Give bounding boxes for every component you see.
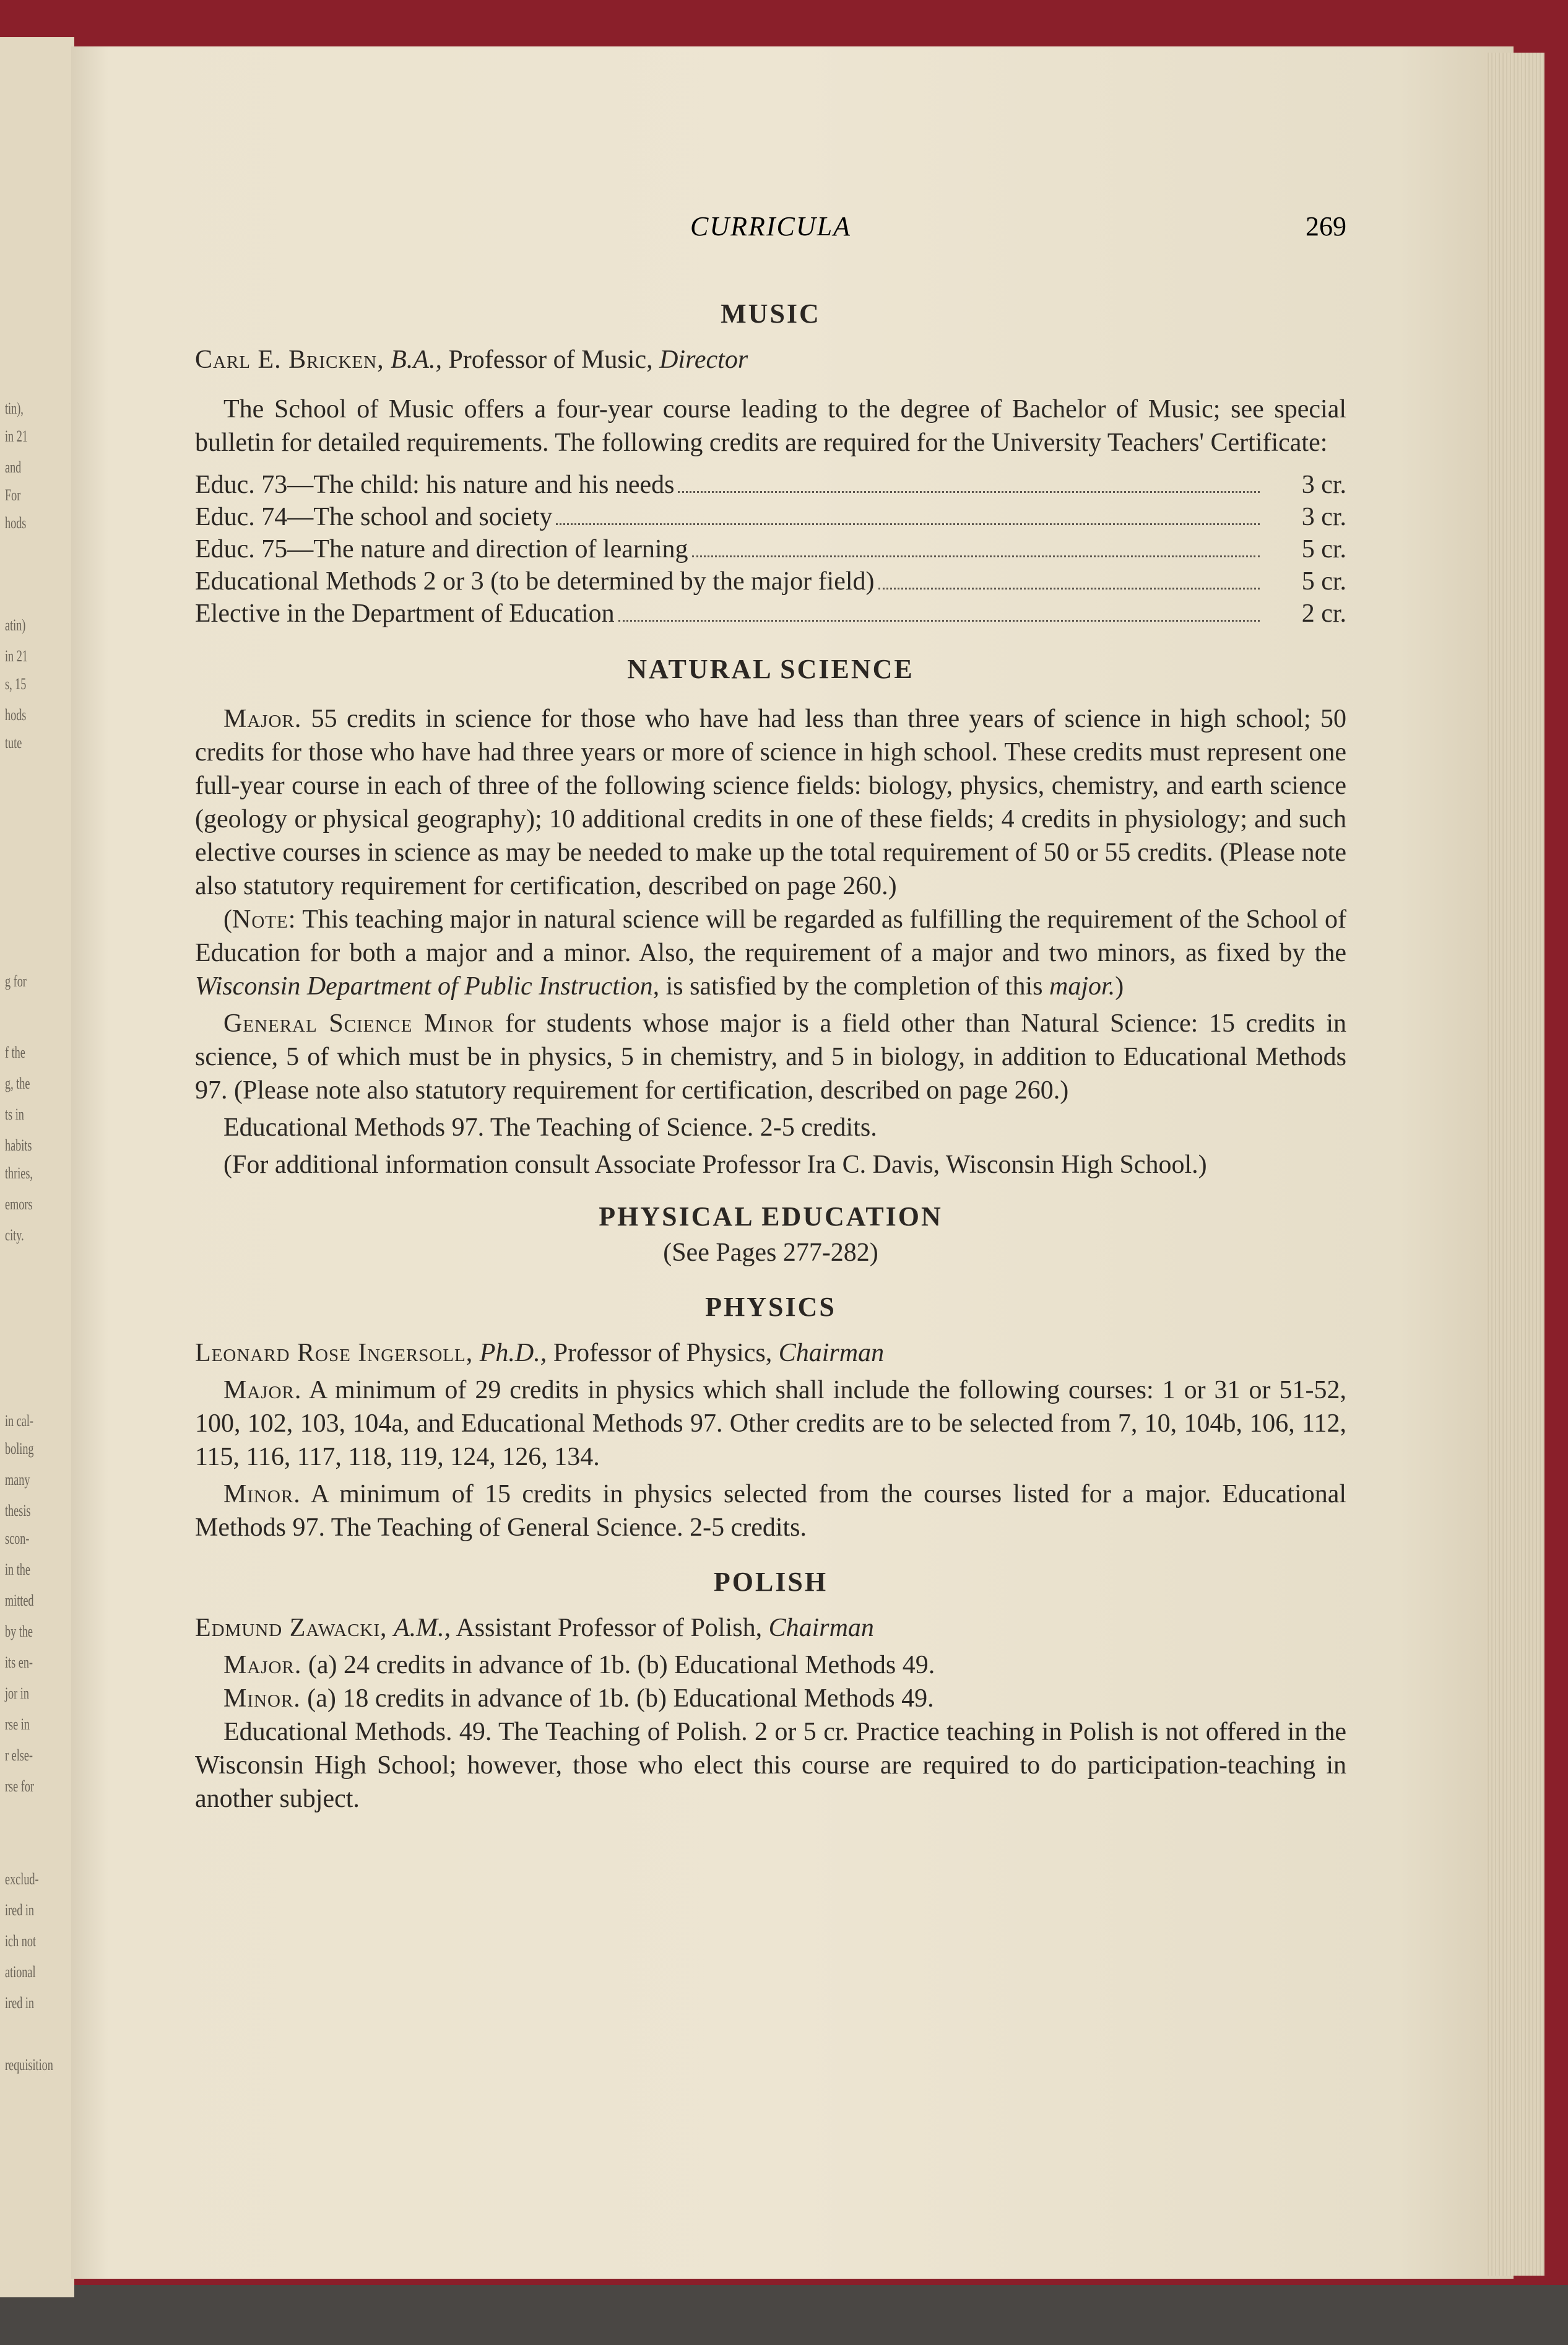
label-minor: Minor. — [223, 1480, 301, 1508]
margin-fragment: boling — [5, 1440, 34, 1458]
margin-fragment: emors — [5, 1195, 33, 1213]
faculty-title: Chairman — [778, 1339, 885, 1367]
paragraph: Educational Methods 97. The Teaching of Science. 2-5 credits. — [223, 1113, 877, 1142]
section-title: POLISH — [713, 1567, 828, 1597]
margin-fragment: rse for — [5, 1777, 34, 1795]
credit-row — [195, 533, 1346, 565]
course-name: Elective in the Department of Education — [195, 599, 615, 628]
leader-dots — [878, 588, 1260, 590]
label-note: Note: — [232, 905, 297, 934]
course-name: Educ. 75—The nature and direction of learning — [195, 535, 688, 563]
margin-fragment: tute — [5, 734, 22, 752]
label-general-science-minor: General Science Minor — [223, 1009, 495, 1038]
label-major: Major. — [223, 705, 302, 733]
faculty-title: Chairman — [768, 1614, 874, 1642]
margin-fragment: exclud- — [5, 1870, 39, 1888]
credit-requirements-list — [195, 468, 1346, 629]
credit-row — [195, 500, 1346, 533]
paragraph-text: (a) 24 credits in advance of 1b. (b) Educational Methods 49. — [308, 1651, 935, 1679]
margin-fragment: f the — [5, 1043, 25, 1061]
margin-fragment: rse in — [5, 1715, 30, 1733]
previous-page-edge — [0, 37, 74, 2297]
margin-fragment: in 21 — [5, 647, 28, 665]
margin-fragment: ich not — [5, 1932, 37, 1950]
margin-fragment: g, the — [5, 1074, 30, 1092]
paragraph — [195, 1477, 1346, 1544]
faculty-degree: A.M., — [394, 1614, 451, 1642]
paragraph: Educational Methods. 49. The Teaching of Polish. 2 or 5 cr. Practice teaching in Polish is not offered in the Wisconsin High School; however, those who elect this course are required to do participation-teaching in another subject. — [195, 1718, 1346, 1813]
faculty-line — [195, 1336, 1346, 1370]
leader-dots — [618, 620, 1260, 622]
running-head: CURRICULA — [690, 211, 851, 241]
paragraph — [195, 1682, 1346, 1715]
margin-fragment: hods — [5, 706, 27, 724]
paragraph — [195, 702, 1346, 903]
section-title: PHYSICS — [705, 1292, 836, 1322]
paragraph — [195, 1373, 1346, 1474]
section-polish — [195, 1565, 1346, 1816]
margin-fragment: by the — [5, 1622, 33, 1640]
margin-fragment: city. — [5, 1226, 24, 1244]
margin-fragment: thesis — [5, 1502, 31, 1520]
paragraph: The School of Music offers a four-year course leading to the degree of Bachelor of Music; see special bulletin for detailed requirements. The following credits are required for the University Teachers' Certificate: — [195, 395, 1346, 457]
margin-fragment: and — [5, 458, 22, 476]
page-edges — [1486, 53, 1544, 2276]
course-credits: 5 cr. — [1301, 567, 1346, 596]
margin-fragment: habits — [5, 1136, 32, 1154]
section-natural-science — [195, 653, 1346, 1181]
section-title: PHYSICAL EDUCATION — [599, 1201, 943, 1232]
section-music — [195, 297, 1346, 629]
margin-fragment: ational — [5, 1963, 36, 1981]
section-title: NATURAL SCIENCE — [627, 654, 914, 684]
faculty-name: Edmund Zawacki, — [195, 1614, 388, 1642]
course-credits: 3 cr. — [1301, 503, 1346, 531]
paragraph — [195, 1007, 1346, 1107]
margin-fragment: jor in — [5, 1684, 29, 1702]
faculty-role: Professor of Music, — [448, 346, 653, 374]
margin-fragment: ts in — [5, 1105, 24, 1123]
credit-row — [195, 597, 1346, 629]
paragraph-text: This teaching major in natural science will be regarded as fulfilling the requirement of the School of Education for both a major and a minor. Also, the requirement of a major and two minors, as fixed by the — [195, 905, 1346, 967]
course-credits: 2 cr. — [1301, 599, 1346, 628]
page-content — [195, 204, 1346, 1816]
paragraph-text: (a) 18 credits in advance of 1b. (b) Educational Methods 49. — [307, 1684, 934, 1713]
paragraph-text: is satisfied by the completion of this — [665, 972, 1043, 1001]
margin-fragment: tin), — [5, 399, 24, 417]
margin-fragment: hods — [5, 514, 27, 532]
credit-row — [195, 565, 1346, 597]
margin-fragment: s, 15 — [5, 675, 27, 693]
margin-fragment: its en- — [5, 1653, 33, 1671]
course-name: Educ. 73—The child: his nature and his needs — [195, 471, 675, 499]
margin-fragment: in 21 — [5, 427, 28, 445]
paragraph: (Note: This teaching major in natural science will be regarded as fulfilling the requirement of the School of Education for both a major and a minor. Also, the requirement of a major and two minors, as fixed by the Wisconsin Department of Public Instruction, is satisfied by the completion of this major.) — [195, 905, 1346, 1001]
margin-fragment: r else- — [5, 1746, 33, 1764]
label-major: Major. — [223, 1651, 302, 1679]
paragraph-text: A minimum of 29 credits in physics which shall include the following courses: 1 or 31 or 51-52, 100, 102, 103, 104a, and Educational Methods 97. Other credits are to be selected from 7, 10, 104b, 106, 112, 115, 116, 117, 118, 119, 124, 126, 134. — [195, 1376, 1346, 1471]
faculty-role: Assistant Professor of Polish, — [456, 1614, 763, 1642]
margin-fragment: requisition — [5, 2056, 53, 2074]
credit-row — [195, 468, 1346, 500]
margin-fragment: atin) — [5, 616, 26, 634]
course-credits: 5 cr. — [1301, 535, 1346, 563]
margin-fragment: ired in — [5, 1901, 35, 1919]
leader-dots — [556, 523, 1260, 525]
margin-fragment: in cal- — [5, 1412, 33, 1430]
faculty-title: Director — [659, 346, 748, 374]
label-minor: Minor. — [223, 1684, 301, 1713]
margin-fragment: thries, — [5, 1164, 33, 1182]
course-credits: 3 cr. — [1301, 471, 1346, 499]
faculty-degree: B.A., — [391, 346, 442, 374]
margin-fragment: ired in — [5, 1994, 35, 2012]
margin-fragment: scon- — [5, 1529, 30, 1547]
italic-text: Wisconsin Department of Public Instruction, — [195, 972, 660, 1001]
margin-fragment: For — [5, 486, 21, 504]
margin-fragment: many — [5, 1471, 30, 1489]
margin-fragment: mitted — [5, 1591, 34, 1609]
faculty-name: Carl E. Bricken, — [195, 346, 384, 374]
faculty-degree: Ph.D., — [479, 1339, 547, 1367]
leader-dots — [692, 555, 1260, 557]
section-physical-education — [195, 1200, 1346, 1269]
paragraph-text: 55 credits in science for those who have had less than three years of science in high school; 50 credits for those who have had three years or more of science in high school. These credits must represent one full-year course in each of three of the following science fields: biology, physics, chemistry, and earth science (geology or physical geography); 10 additional credits in one of these fields; 4 credits in physiology; and such elective courses in science as may be needed to make up the total requirement of 50 or 55 credits. (Please note also statutory requirement for certification, described on page 260.) — [195, 705, 1346, 900]
leader-dots — [678, 491, 1260, 493]
background-surface — [0, 2285, 1568, 2345]
course-name: Educational Methods 2 or 3 (to be determined by the major field) — [195, 567, 875, 596]
faculty-name: Leonard Rose Ingersoll, — [195, 1339, 474, 1367]
margin-fragment: in the — [5, 1560, 30, 1578]
page-number: 269 — [1306, 211, 1346, 241]
faculty-line — [195, 343, 1346, 376]
paragraph-text: A minimum of 15 credits in physics selected from the courses listed for a major. Educational Methods 97. The Teaching of General Science. 2-5 credits. — [195, 1480, 1347, 1542]
margin-fragment: g for — [5, 972, 27, 990]
course-name: Educ. 74—The school and society — [195, 503, 553, 531]
italic-text: major. — [1049, 972, 1115, 1001]
paragraph-text: for students whose major is a field other than Natural Science: 15 credits in science, 5 of which must be in physics, 5 in chemistry, and 5 in biology, in addition to Educational Methods 97. (Please note also statutory requirement for certification, described on page 260.) — [195, 1009, 1346, 1105]
paragraph — [195, 1648, 1346, 1682]
label-major: Major. — [223, 1376, 302, 1404]
section-physics — [195, 1290, 1346, 1544]
paragraph: (For additional information consult Associate Professor Ira C. Davis, Wisconsin High School.) — [223, 1151, 1207, 1179]
faculty-role: Professor of Physics, — [553, 1339, 773, 1367]
section-subtitle: (See Pages 277-282) — [663, 1238, 878, 1267]
faculty-line — [195, 1611, 1346, 1645]
section-title: MUSIC — [721, 298, 821, 329]
